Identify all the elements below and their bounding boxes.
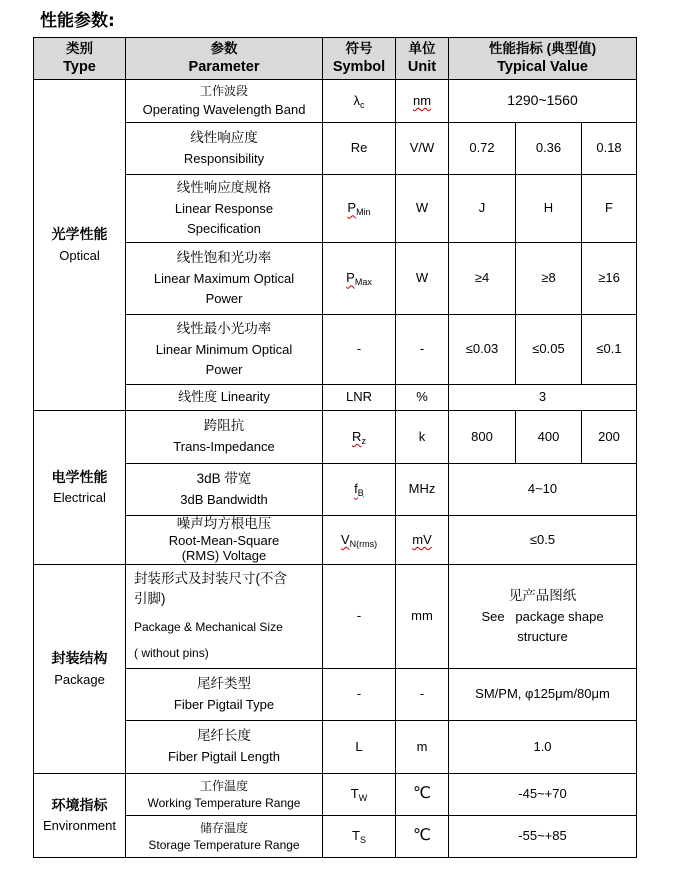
unit-bandwidth: MHz bbox=[396, 464, 449, 516]
value-responsibility-2: 0.36 bbox=[516, 123, 582, 175]
header-symbol: 符号 Symbol bbox=[323, 38, 396, 80]
value-pigtail-length: 1.0 bbox=[449, 721, 637, 774]
unit-impedance: k bbox=[396, 411, 449, 464]
param-impedance: 跨阻抗 Trans-Impedance bbox=[126, 411, 323, 464]
value-storage-temp: -55~+85 bbox=[449, 816, 637, 858]
param-linearity: 线性度 Linearity bbox=[126, 385, 323, 411]
value-linear-spec-3: F bbox=[582, 175, 637, 243]
value-max-power-3: ≥16 bbox=[582, 243, 637, 315]
symbol-storage-temp: $T_S$ bbox=[323, 816, 396, 858]
unit-min-power: - bbox=[396, 315, 449, 385]
unit-working-temp: ℃ bbox=[396, 774, 449, 816]
value-linear-spec-1: J bbox=[449, 175, 516, 243]
param-responsibility: 线性响应度 Responsibility bbox=[126, 123, 323, 175]
unit-max-power: W bbox=[396, 243, 449, 315]
symbol-pigtail-length: L bbox=[323, 721, 396, 774]
value-min-power-1: ≤0.03 bbox=[449, 315, 516, 385]
value-impedance-3: 200 bbox=[582, 411, 637, 464]
param-bandwidth: 3dB 带宽 3dB Bandwidth bbox=[126, 464, 323, 516]
category-environment: 环境指标 Environment bbox=[34, 774, 126, 858]
symbol-max-power: $P_{Max}$ bbox=[323, 243, 396, 315]
category-electrical: 电学性能 Electrical bbox=[34, 411, 126, 565]
param-pigtail-type: 尾纤类型 Fiber Pigtail Type bbox=[126, 669, 323, 721]
param-storage-temp: 储存温度 Storage Temperature Range bbox=[126, 816, 323, 858]
unit-responsibility: V/W bbox=[396, 123, 449, 175]
param-min-power: 线性最小光功率 Linear Minimum Optical Power bbox=[126, 315, 323, 385]
value-noise: ≤0.5 bbox=[449, 516, 637, 565]
unit-pigtail-type: - bbox=[396, 669, 449, 721]
value-impedance-2: 400 bbox=[516, 411, 582, 464]
symbol-package-size: - bbox=[323, 565, 396, 669]
symbol-linear-spec: $P_{Min}$ bbox=[323, 175, 396, 243]
symbol-noise: $V_{N(rms)}$ bbox=[323, 516, 396, 565]
param-noise: 噪声均方根电压 Root-Mean-Square (RMS) Voltage bbox=[126, 516, 323, 565]
symbol-min-power: - bbox=[323, 315, 396, 385]
unit-linearity: % bbox=[396, 385, 449, 411]
spec-table bbox=[33, 37, 637, 858]
unit-pigtail-length: m bbox=[396, 721, 449, 774]
value-impedance-1: 800 bbox=[449, 411, 516, 464]
value-responsibility-1: 0.72 bbox=[449, 123, 516, 175]
category-package: 封装结构 Package bbox=[34, 565, 126, 774]
header-unit: 单位 Unit bbox=[396, 38, 449, 80]
unit-package-size: mm bbox=[396, 565, 449, 669]
value-max-power-1: ≥4 bbox=[449, 243, 516, 315]
row-wavelength bbox=[34, 80, 637, 123]
value-package-size: 见产品图纸 See package shape structure bbox=[449, 565, 637, 669]
section-title: 性能参数: bbox=[40, 11, 115, 31]
param-pigtail-length: 尾纤长度 Fiber Pigtail Length bbox=[126, 721, 323, 774]
symbol-wavelength: $\lambda_c$ bbox=[323, 80, 396, 123]
value-working-temp: -45~+70 bbox=[449, 774, 637, 816]
value-linear-spec-2: H bbox=[516, 175, 582, 243]
value-linearity: 3 bbox=[449, 385, 637, 411]
value-responsibility-3: 0.18 bbox=[582, 123, 637, 175]
unit-wavelength: nm bbox=[396, 80, 449, 123]
row-impedance bbox=[34, 411, 637, 464]
unit-storage-temp: ℃ bbox=[396, 816, 449, 858]
value-wavelength: 1290~1560 bbox=[449, 80, 637, 123]
symbol-impedance: $R_z$ bbox=[323, 411, 396, 464]
unit-linear-spec: W bbox=[396, 175, 449, 243]
unit-noise: mV bbox=[396, 516, 449, 565]
value-min-power-3: ≤0.1 bbox=[582, 315, 637, 385]
value-min-power-2: ≤0.05 bbox=[516, 315, 582, 385]
category-optical: 光学性能 Optical bbox=[34, 80, 126, 411]
row-working-temp bbox=[34, 774, 637, 816]
header-value: 性能指标 (典型值) Typical Value bbox=[449, 38, 637, 80]
header-parameter: 参数 Parameter bbox=[126, 38, 323, 80]
symbol-responsibility: Re bbox=[323, 123, 396, 175]
symbol-bandwidth: $f_B$ bbox=[323, 464, 396, 516]
param-wavelength: 工作波段 Operating Wavelength Band bbox=[126, 80, 323, 123]
header-row bbox=[34, 38, 637, 80]
param-max-power: 线性饱和光功率 Linear Maximum Optical Power bbox=[126, 243, 323, 315]
param-package-size: 封装形式及封装尺寸(不含 引脚) Package & Mechanical Size ( without pins) bbox=[126, 565, 323, 669]
param-working-temp: 工作温度 Working Temperature Range bbox=[126, 774, 323, 816]
value-pigtail-type: SM/PM, φ125μm/80μm bbox=[449, 669, 637, 721]
symbol-working-temp: $T_W$ bbox=[323, 774, 396, 816]
symbol-pigtail-type: - bbox=[323, 669, 396, 721]
row-package-size bbox=[34, 565, 637, 669]
value-bandwidth: 4~10 bbox=[449, 464, 637, 516]
symbol-linearity: LNR bbox=[323, 385, 396, 411]
param-linear-spec: 线性响应度规格 Linear Response Specification bbox=[126, 175, 323, 243]
header-category: 类别 Type bbox=[34, 38, 126, 80]
value-max-power-2: ≥8 bbox=[516, 243, 582, 315]
